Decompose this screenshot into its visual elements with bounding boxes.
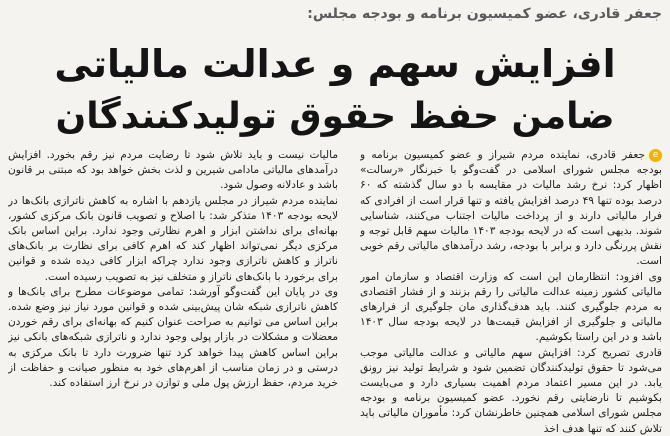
right-column (360, 148, 662, 436)
paragraph-text: جعفر قادری، نماینده مردم شیراز و عضو کمیسیون برنامه و بودجه مجلس شورای اسلامی در گفت‌وگو با خبرنگار «رسالت» اظهار کرد: نرخ رشد مالیات در مقایسه با دو سال گذشته که ۶۰ درصد بوده تنها ۴۹ درصد افزایش یافته و تنها قرار است از افرادی که فرار مالیاتی دارند و از پرداخت مالیات اجتناب می‌کنند، شناسایی شوند. بدیهی است که در لایحه بودجه ۱۴۰۳ مالیات سهم قابل توجه و نقش پررنگی دارد و برابر با بودجه، رشد درآمدهای مالیاتی رقم خوبی است. (360, 149, 662, 268)
headline-line-1: افزایش سهم و عدالت مالیاتی (54, 42, 616, 86)
bullet-icon: e (649, 149, 662, 162)
headline-line-2: ضامن حفظ حقوق تولیدکنندگان (55, 96, 615, 137)
paragraph: وی افزود: انتظارمان این است که وزارت اقتصاد و سازمان امور مالیاتی کشور زمینه عدالت مالیاتی را رقم بزنند و از فشار اقتصادی به مردم جلوگیری کنند. باید هدف‌گذاری مان جلوگیری از فرارهای مالیاتی و جلوگیری از افزایش قیمت‌ها در لایحه بودجه سال ۱۴۰۳ باشد و در این راستا بکوشیم. (360, 270, 662, 344)
article-body (8, 148, 662, 436)
paragraph: قادری تصریح کرد: افزایش سهم مالیاتی و عدالت مالیاتی موجب می‌شود تا حقوق تولیدکنندگان تضمین شود و شرایط تولید نیز رونق یابد. در این مسیر اعتماد مردم اهمیت بسیاری دارد و می‌بایست بکوشیم تا نارضایتی رقم نخورد. عضو کمیسیون برنامه و بودجه مجلس شورای اسلامی همچنین خاطرنشان کرد: مأموران مالیاتی باید تلاش کنند که تنها هدف اخذ (360, 346, 662, 435)
paragraph: نماینده مردم شیراز در مجلس یازدهم با اشاره به کاهش ناترازی بانک‌ها در لایحه بودجه ۱۴۰۳ متذکر شد: با اصلاح و تصویب قانون بانک مرکزی کشور، بهانه‌ای برای نداشتن ابزار و اهرم نظارتی وجود ندارد. براین اساس بانک مرکزی دیگر نمی‌تواند اظهار کند که اهرم کافی برای نظارت بر بانک‌های ناتراز و کاهش ناترازی وجود ندارد چراکه ابزار کافی دیده شده و قوانین برای برخورد با بانک‌های ناتراز و متخلف نیز به تصویب رسیده است. (8, 194, 338, 283)
paragraph (360, 148, 662, 270)
paragraph: مالیات نیست و باید تلاش شود تا رضایت مردم نیز رقم بخورد. افزایش درآمدهای مالیاتی مادامی شیرین و لذت بخش خواهد بود که مبتنی بر قانون باشد و عادلانه وصول شود. (8, 149, 338, 192)
article-kicker: جعفر قادری، عضو کمیسیون برنامه و بودجه مجلس: (307, 6, 662, 22)
left-column (8, 148, 338, 436)
paragraph: وی در پایان این گفت‌وگو آورشد: تمامی موضوعات مطرح برای بانک‌ها و کاهش ناترازی شبکه شان پیش‌بینی شده و قوانین مورد نیاز نیز وضع شده. براین اساس می توانیم به صراحت عنوان کنیم که بهانه‌ای برای رقم خوردن معضلات و مشکلات در بازار پولی وجود ندارد و ناترازی شبکه‌های بانکی نیز براین اساس کاهش پیدا خواهد کرد تنها ضرورت دارد تا بانک مرکزی به درستی و در زمان مناسب از اهرم‌های خود به منظور صیانت و حفاظت از خرید مردم، حفظ ارزش پول ملی و توازن در نرخ ارز استفاده کند. (8, 285, 338, 390)
